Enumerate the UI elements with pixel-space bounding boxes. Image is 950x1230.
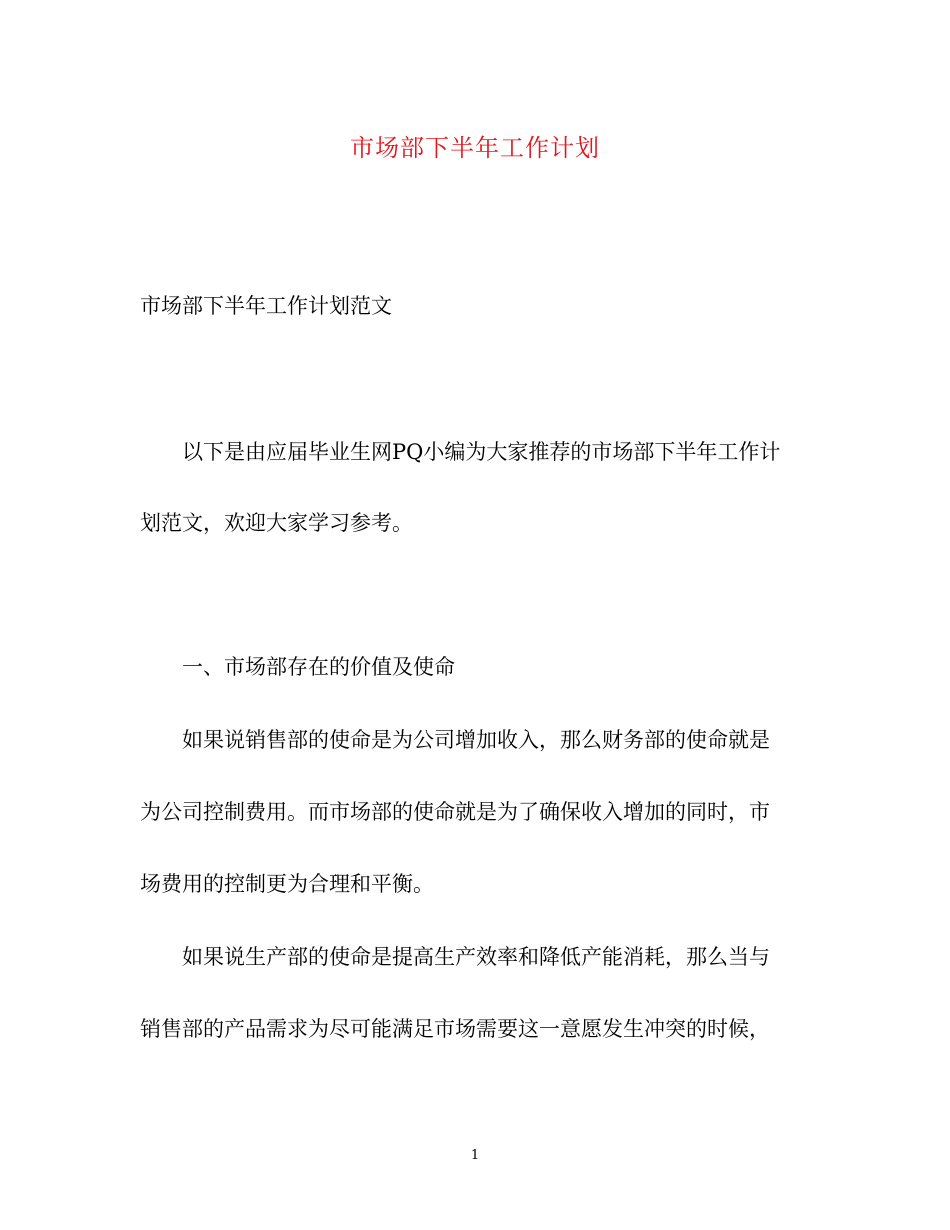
section-heading: 一、市场部存在的价值及使命 [182, 655, 455, 679]
intro-line-2: 划范文，欢迎大家学习参考。 [140, 511, 413, 535]
document-title: 市场部下半年工作计划 [350, 134, 600, 162]
paragraph2-line-2: 销售部的产品需求为尽可能满足市场需要这一意愿发生冲突的时候， [140, 1017, 770, 1041]
page-number: 1 [470, 1148, 480, 1163]
paragraph1-line-2: 为公司控制费用。而市场部的使命就是为了确保收入增加的同时，市 [140, 800, 770, 824]
paragraph1-line-1: 如果说销售部的使命是为公司增加收入，那么财务部的使命就是 [182, 728, 770, 752]
document-subtitle: 市场部下半年工作计划范文 [140, 294, 392, 318]
intro-line-1: 以下是由应届毕业生网PQ小编为大家推荐的市场部下半年工作计 [182, 440, 781, 464]
paragraph1-line-3: 场费用的控制更为合理和平衡。 [140, 872, 434, 896]
paragraph2-line-1: 如果说生产部的使命是提高生产效率和降低产能消耗，那么当与 [182, 945, 770, 969]
